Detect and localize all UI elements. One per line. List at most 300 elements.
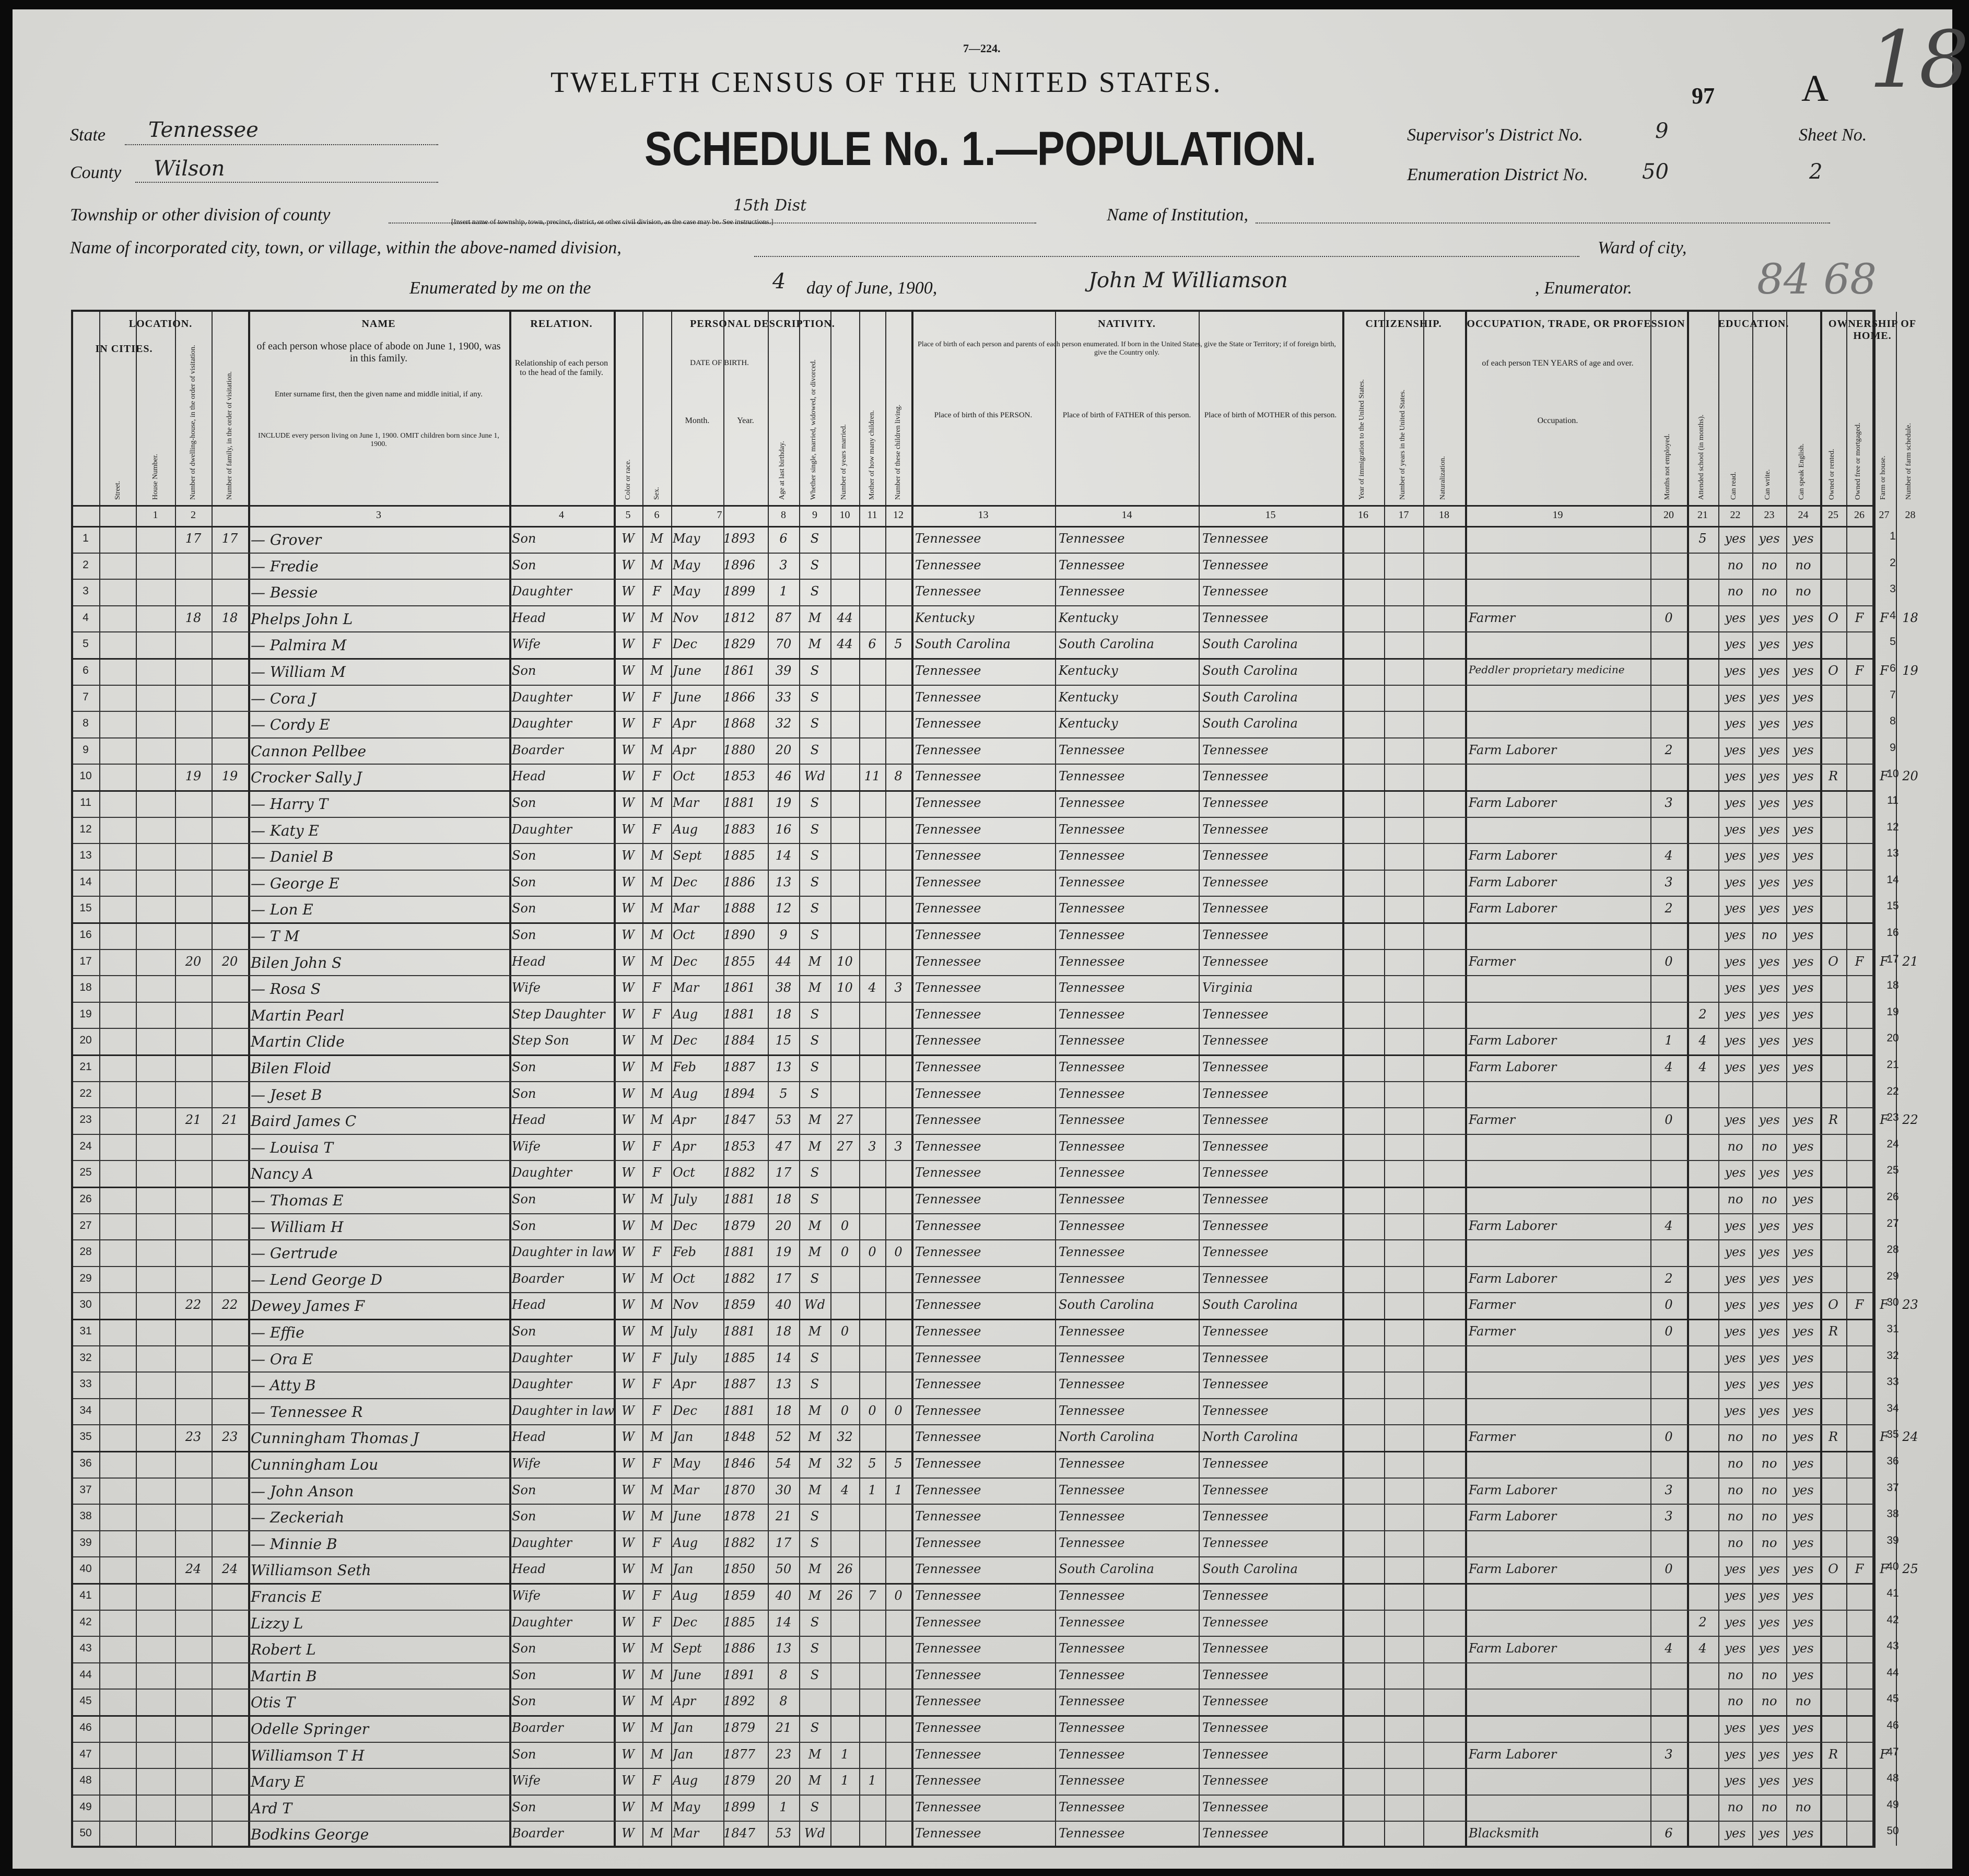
- right-row-number: 19: [1886, 1005, 1899, 1018]
- cell-rel: Son: [512, 1746, 536, 1762]
- cell-name: — Ora E: [251, 1350, 313, 1368]
- right-row-number: 45: [1886, 1693, 1899, 1705]
- cell-sch: 4: [1698, 1641, 1707, 1656]
- cell-read: yes: [1725, 531, 1746, 546]
- row-number: 4: [83, 611, 89, 624]
- cell-name: — Fredie: [251, 557, 319, 575]
- cell-write: yes: [1759, 1112, 1780, 1128]
- cell-mar: S: [810, 1799, 819, 1814]
- cell-rel: Son: [512, 901, 536, 916]
- cell-read: yes: [1725, 1245, 1746, 1260]
- right-row-number: 40: [1886, 1561, 1899, 1573]
- cell-color: W: [622, 1482, 635, 1497]
- column-divider: [1199, 312, 1200, 1846]
- cell-speak: no: [1795, 557, 1811, 572]
- column-divider: [1384, 312, 1385, 1846]
- state-label: State: [70, 125, 106, 145]
- cell-name: — Grover: [251, 531, 322, 548]
- cell-dw: 20: [185, 954, 202, 969]
- column-divider: [1423, 312, 1424, 1846]
- right-row-number: 24: [1886, 1138, 1899, 1150]
- cell-moth: 6: [868, 637, 876, 652]
- cell-sex: M: [650, 557, 663, 572]
- cell-bf: Tennessee: [1059, 1245, 1125, 1260]
- cell-month: Dec: [673, 1403, 697, 1418]
- cell-own: O: [1828, 1562, 1838, 1577]
- right-row-number: 50: [1886, 1825, 1899, 1837]
- row-number: 36: [79, 1457, 92, 1469]
- cell-bm: South Carolina: [1202, 1297, 1298, 1312]
- column-number: 8: [781, 509, 786, 521]
- cell-write: yes: [1759, 689, 1780, 705]
- cell-bf: Tennessee: [1059, 1271, 1125, 1286]
- row-number: 38: [79, 1510, 92, 1522]
- cell-rel: Son: [512, 557, 536, 572]
- cell-write: no: [1761, 557, 1777, 572]
- cell-speak: yes: [1792, 769, 1814, 784]
- cell-fam: 22: [221, 1297, 238, 1312]
- cell-bp: Tennessee: [915, 1429, 981, 1445]
- cell-color: W: [622, 769, 635, 784]
- cell-write: no: [1761, 584, 1777, 599]
- cell-occ: Farmer: [1469, 1429, 1516, 1445]
- cell-mar: S: [810, 1535, 819, 1550]
- cell-rel: Son: [512, 531, 536, 546]
- cell-name: — Lon E: [251, 901, 313, 919]
- right-row-number: 30: [1886, 1296, 1899, 1309]
- cell-dw: 17: [185, 531, 202, 546]
- cell-occ: Farm Laborer: [1469, 1060, 1557, 1074]
- cell-color: W: [622, 1641, 635, 1656]
- cell-bp: Tennessee: [915, 742, 981, 757]
- cell-bp: Tennessee: [915, 928, 981, 942]
- column-divider: [1872, 312, 1873, 1846]
- cell-month: Jan: [673, 1746, 694, 1762]
- cell-color: W: [622, 848, 635, 863]
- cell-sex: F: [652, 1350, 661, 1365]
- cell-bp: Tennessee: [915, 1165, 981, 1180]
- cell-bp: Tennessee: [915, 769, 981, 784]
- cell-liv: 3: [894, 980, 903, 995]
- row-divider: [73, 1662, 1873, 1663]
- cell-rel: Boarder: [512, 1720, 564, 1735]
- cell-moth: 4: [868, 980, 876, 995]
- cell-color: W: [622, 1588, 635, 1603]
- cell-age: 1: [779, 1799, 788, 1814]
- cell-color: W: [622, 689, 635, 705]
- cell-sex: M: [650, 954, 663, 969]
- cell-yrs: 0: [840, 1324, 849, 1339]
- cell-bp: Tennessee: [915, 1773, 981, 1788]
- cell-mar: S: [810, 531, 819, 546]
- cell-occ: Farm Laborer: [1469, 901, 1557, 916]
- row-divider: [73, 605, 1873, 606]
- nativity-description: Place of birth of each person and parents of each person enumerated. If born in the United States, give the State or Territory; if of foreign birth, give the Country only.: [918, 341, 1336, 357]
- cell-rel: Daughter in law: [512, 1403, 615, 1418]
- cell-sex: M: [650, 1799, 663, 1814]
- township-note: [Insert name of township, town, precinct, district, or other civil division, as the case may be. See instructions.]: [451, 218, 773, 226]
- row-number: 27: [79, 1219, 92, 1232]
- cell-speak: yes: [1792, 1773, 1814, 1788]
- cell-mar: S: [810, 795, 819, 810]
- cell-bp: Tennessee: [915, 1112, 981, 1128]
- cell-speak: yes: [1792, 1562, 1814, 1577]
- cell-bp: Tennessee: [915, 1324, 981, 1339]
- cell-read: yes: [1725, 1720, 1746, 1735]
- cell-sex: F: [652, 1006, 661, 1022]
- row-divider: [73, 790, 1873, 792]
- cell-read: yes: [1725, 1297, 1746, 1312]
- cell-month: Oct: [673, 1165, 695, 1180]
- cell-month: May: [673, 557, 700, 572]
- cell-read: yes: [1725, 901, 1746, 916]
- years-in-us-head: Number of years in the United States.: [1399, 389, 1407, 500]
- cell-age: 13: [775, 1377, 792, 1392]
- column-number: 17: [1398, 509, 1409, 521]
- row-number: 9: [83, 743, 89, 756]
- cell-mar: S: [810, 1641, 819, 1656]
- cell-write: yes: [1759, 1271, 1780, 1286]
- cell-speak: yes: [1792, 954, 1814, 969]
- supervisor-district-label: Supervisor's District No.: [1407, 125, 1583, 145]
- right-row-number: 20: [1886, 1032, 1899, 1045]
- cell-sex: M: [650, 663, 663, 678]
- cell-sched: 19: [1902, 663, 1918, 678]
- column-divider: [830, 312, 831, 1846]
- right-row-number: 12: [1886, 820, 1899, 833]
- cell-mar: Wd: [804, 1826, 826, 1841]
- cell-liv: 8: [894, 769, 903, 784]
- cell-speak: yes: [1792, 1614, 1814, 1629]
- column-divider: [671, 312, 672, 1846]
- cell-speak: yes: [1792, 1667, 1814, 1682]
- cell-speak: yes: [1792, 1509, 1814, 1524]
- cell-name: — William M: [251, 663, 346, 681]
- cell-age: 16: [775, 822, 792, 837]
- cell-bf: Tennessee: [1059, 1403, 1125, 1418]
- cell-year: 1894: [723, 1086, 756, 1101]
- cell-bf: Tennessee: [1059, 1641, 1125, 1656]
- cell-occ: Blacksmith: [1469, 1826, 1540, 1841]
- county-rule: [135, 182, 438, 183]
- cell-year: 1888: [723, 901, 756, 916]
- county-label: County: [70, 163, 122, 182]
- cell-mar: S: [810, 1006, 819, 1022]
- cell-dw: 23: [185, 1429, 202, 1445]
- cell-moth: 1: [868, 1482, 876, 1497]
- column-number: 22: [1730, 509, 1741, 521]
- cell-month: Jan: [673, 1562, 694, 1577]
- cell-color: W: [622, 795, 635, 810]
- cell-read: yes: [1725, 1826, 1746, 1841]
- cell-read: no: [1727, 1509, 1743, 1524]
- cell-sex: M: [650, 1060, 663, 1074]
- column-number: 9: [812, 509, 817, 521]
- row-divider: [73, 1610, 1873, 1611]
- cell-month: Mar: [673, 980, 699, 995]
- cell-bm: Tennessee: [1202, 1086, 1269, 1101]
- cell-bp: Tennessee: [915, 1562, 981, 1577]
- cell-bm: Tennessee: [1202, 584, 1269, 599]
- cell-mu: 3: [1665, 874, 1673, 889]
- cell-year: 1881: [723, 1403, 756, 1418]
- cell-speak: yes: [1792, 1060, 1814, 1074]
- cell-bp: Tennessee: [915, 848, 981, 863]
- cell-age: 40: [775, 1297, 792, 1312]
- row-number: 16: [79, 929, 92, 941]
- cell-age: 52: [775, 1429, 792, 1445]
- month-head: Month.: [685, 416, 710, 425]
- cell-sex: F: [652, 822, 661, 837]
- cell-month: Aug: [673, 822, 698, 837]
- cell-speak: yes: [1792, 1033, 1814, 1048]
- cell-write: yes: [1759, 1720, 1780, 1735]
- cell-mar: S: [810, 1667, 819, 1682]
- cell-speak: yes: [1792, 1350, 1814, 1365]
- cell-mar: M: [808, 1112, 822, 1128]
- cell-color: W: [622, 1403, 635, 1418]
- cell-liv: 0: [894, 1403, 903, 1418]
- row-divider: [73, 737, 1873, 738]
- cell-color: W: [622, 1271, 635, 1286]
- cell-year: 1878: [723, 1509, 756, 1524]
- cell-name: Martin Pearl: [251, 1006, 345, 1024]
- cell-write: yes: [1759, 1297, 1780, 1312]
- cell-speak: yes: [1792, 1429, 1814, 1445]
- cell-speak: yes: [1792, 1377, 1814, 1392]
- cell-farm: F: [1880, 769, 1889, 784]
- cell-bf: Tennessee: [1059, 1086, 1125, 1101]
- sex-head: Sex.: [653, 487, 661, 500]
- row-number: 8: [83, 717, 89, 730]
- cell-farm: F: [1880, 954, 1889, 969]
- cell-rel: Son: [512, 1641, 536, 1656]
- column-divider: [99, 312, 100, 1846]
- cell-color: W: [622, 954, 635, 969]
- cell-month: Dec: [673, 954, 697, 969]
- cell-year: 1884: [723, 1033, 756, 1048]
- naturalization-head: Naturalization.: [1439, 456, 1447, 500]
- cell-bm: South Carolina: [1202, 716, 1298, 731]
- dwelling-number-head: Number of dwelling-house, in the order of visitation.: [189, 345, 197, 500]
- cell-mar: M: [808, 1456, 822, 1471]
- cell-bm: Tennessee: [1202, 1456, 1269, 1471]
- owned-free-head: Owned free or mortgaged.: [1854, 423, 1862, 500]
- cell-mar: M: [808, 1245, 822, 1260]
- row-number: 42: [79, 1615, 92, 1628]
- group-citizenship: CITIZENSHIP.: [1365, 318, 1442, 330]
- cell-fam: 20: [221, 954, 238, 969]
- cell-speak: yes: [1792, 980, 1814, 995]
- cell-mar: S: [810, 874, 819, 889]
- cell-year: 1859: [723, 1297, 756, 1312]
- cell-month: June: [673, 663, 701, 678]
- cell-name: — Palmira M: [251, 637, 347, 654]
- cell-bm: Tennessee: [1202, 901, 1269, 916]
- cell-name: Ard T: [251, 1799, 292, 1817]
- cell-read: no: [1727, 1429, 1743, 1445]
- cell-age: 53: [775, 1112, 792, 1128]
- cell-bp: Tennessee: [915, 1245, 981, 1260]
- row-divider: [73, 711, 1873, 712]
- cell-rel: Son: [512, 1667, 536, 1682]
- right-row-number: 10: [1886, 768, 1899, 780]
- row-number: 14: [79, 875, 92, 888]
- cell-speak: yes: [1792, 1245, 1814, 1260]
- cell-mu: 0: [1665, 1562, 1673, 1577]
- occupation-head: Occupation.: [1537, 416, 1578, 425]
- cell-age: 19: [775, 1245, 792, 1260]
- right-row-number: 9: [1890, 741, 1896, 754]
- cell-bp: Tennessee: [915, 980, 981, 995]
- cell-write: yes: [1759, 1324, 1780, 1339]
- cell-mar: S: [810, 1720, 819, 1735]
- cell-year: 1879: [723, 1218, 756, 1233]
- cell-moth: 0: [868, 1403, 876, 1418]
- cell-rel: Son: [512, 1218, 536, 1233]
- cell-month: Apr: [673, 1112, 696, 1128]
- cell-month: Aug: [673, 1773, 698, 1788]
- cell-yrs: 1: [840, 1773, 849, 1788]
- cell-bm: Tennessee: [1202, 954, 1269, 969]
- cell-name: — Lend George D: [251, 1271, 382, 1288]
- cell-name: — Atty B: [251, 1377, 316, 1394]
- cell-read: yes: [1725, 716, 1746, 731]
- street-head: Street.: [114, 480, 122, 500]
- cell-bm: Tennessee: [1202, 848, 1269, 863]
- cell-bf: Tennessee: [1059, 795, 1125, 810]
- cell-write: no: [1761, 1509, 1777, 1524]
- cell-year: 1853: [723, 1139, 756, 1154]
- year-head: Year.: [737, 416, 754, 425]
- cell-age: 40: [775, 1588, 792, 1603]
- cell-color: W: [622, 716, 635, 731]
- row-divider: [73, 1424, 1873, 1425]
- cell-year: 1882: [723, 1535, 756, 1550]
- cell-year: 1848: [723, 1429, 756, 1445]
- cell-month: Apr: [673, 1694, 696, 1709]
- cell-bp: Tennessee: [915, 531, 981, 546]
- cell-month: June: [673, 1509, 701, 1524]
- years-married-head: Number of years married.: [840, 424, 848, 500]
- cell-rel: Boarder: [512, 742, 564, 757]
- cell-rel: Son: [512, 1694, 536, 1709]
- cell-month: Apr: [673, 1139, 696, 1154]
- cell-read: yes: [1725, 742, 1746, 757]
- cell-yrs: 27: [837, 1112, 853, 1128]
- cell-farm: F: [1880, 1746, 1889, 1762]
- cell-speak: yes: [1792, 1482, 1814, 1497]
- cell-write: yes: [1759, 742, 1780, 757]
- row-number: 1: [83, 532, 89, 544]
- cell-name: Odelle Springer: [251, 1720, 369, 1738]
- township-value: 15th Dist: [733, 196, 807, 215]
- cell-speak: yes: [1792, 1641, 1814, 1656]
- column-number: 10: [839, 509, 850, 521]
- cell-speak: yes: [1792, 1271, 1814, 1286]
- cell-own: R: [1828, 769, 1838, 784]
- cell-bm: Tennessee: [1202, 928, 1269, 942]
- cell-bp: Tennessee: [915, 716, 981, 731]
- cell-age: 33: [775, 689, 792, 705]
- enumerated-month: day of June, 1900,: [806, 278, 937, 298]
- cell-read: yes: [1725, 954, 1746, 969]
- cell-read: yes: [1725, 1403, 1746, 1418]
- cell-sex: M: [650, 1562, 663, 1577]
- row-number: 43: [79, 1642, 92, 1655]
- cell-bp: Tennessee: [915, 1535, 981, 1550]
- cell-rel: Son: [512, 663, 536, 678]
- cell-month: Apr: [673, 716, 696, 731]
- row-divider: [73, 843, 1873, 844]
- cell-bf: Tennessee: [1059, 1377, 1125, 1392]
- cell-speak: yes: [1792, 1006, 1814, 1022]
- cell-age: 17: [775, 1271, 792, 1286]
- cell-bp: Tennessee: [915, 954, 981, 969]
- cell-bm: Tennessee: [1202, 1165, 1269, 1180]
- cell-bf: Tennessee: [1059, 1746, 1125, 1762]
- cell-age: 44: [775, 954, 792, 969]
- cell-free: F: [1855, 954, 1864, 969]
- right-row-number: 7: [1890, 688, 1896, 701]
- cell-mar: S: [810, 822, 819, 837]
- cell-color: W: [622, 531, 635, 546]
- cell-speak: yes: [1792, 901, 1814, 916]
- cell-write: yes: [1759, 1165, 1780, 1180]
- relation-description: Relationship of each person to the head of the family.: [514, 359, 608, 378]
- cell-mar: S: [810, 716, 819, 731]
- cell-rel: Wife: [512, 1773, 541, 1788]
- cell-sex: M: [650, 1482, 663, 1497]
- row-number: 37: [79, 1483, 92, 1496]
- cell-color: W: [622, 1086, 635, 1101]
- cell-bf: Tennessee: [1059, 848, 1125, 863]
- column-number: 19: [1552, 509, 1563, 521]
- cell-sex: M: [650, 610, 663, 625]
- row-divider: [73, 1002, 1873, 1003]
- cell-bp: Tennessee: [915, 1350, 981, 1365]
- cell-name: Bodkins George: [251, 1826, 369, 1844]
- cell-write: yes: [1759, 1562, 1780, 1577]
- cell-bp: Tennessee: [915, 901, 981, 916]
- cell-bm: Tennessee: [1202, 795, 1269, 810]
- cell-bf: Tennessee: [1059, 1456, 1125, 1471]
- right-row-number: 13: [1886, 847, 1899, 860]
- row-number: 33: [79, 1378, 92, 1390]
- column-divider: [1342, 312, 1344, 1846]
- cell-speak: yes: [1792, 742, 1814, 757]
- cell-mu: 4: [1665, 848, 1673, 863]
- cell-color: W: [622, 1192, 635, 1206]
- cell-dw: 18: [185, 610, 202, 625]
- cell-sex: F: [652, 1403, 661, 1418]
- cell-mar: S: [810, 1509, 819, 1524]
- cell-bf: Tennessee: [1059, 901, 1125, 916]
- cell-month: Dec: [673, 1614, 697, 1629]
- cell-month: Apr: [673, 742, 696, 757]
- cell-bp: Tennessee: [915, 1377, 981, 1392]
- column-number: 28: [1905, 509, 1916, 521]
- column-number: 3: [376, 509, 381, 521]
- state-rule: [125, 144, 438, 145]
- cell-yrs: 44: [837, 610, 853, 625]
- cell-read: yes: [1725, 610, 1746, 625]
- cell-speak: yes: [1792, 610, 1814, 625]
- cell-bf: Tennessee: [1059, 1720, 1125, 1735]
- cell-yrs: 44: [837, 637, 853, 652]
- cell-mu: 2: [1665, 742, 1673, 757]
- cell-occ: Farm Laborer: [1469, 795, 1557, 810]
